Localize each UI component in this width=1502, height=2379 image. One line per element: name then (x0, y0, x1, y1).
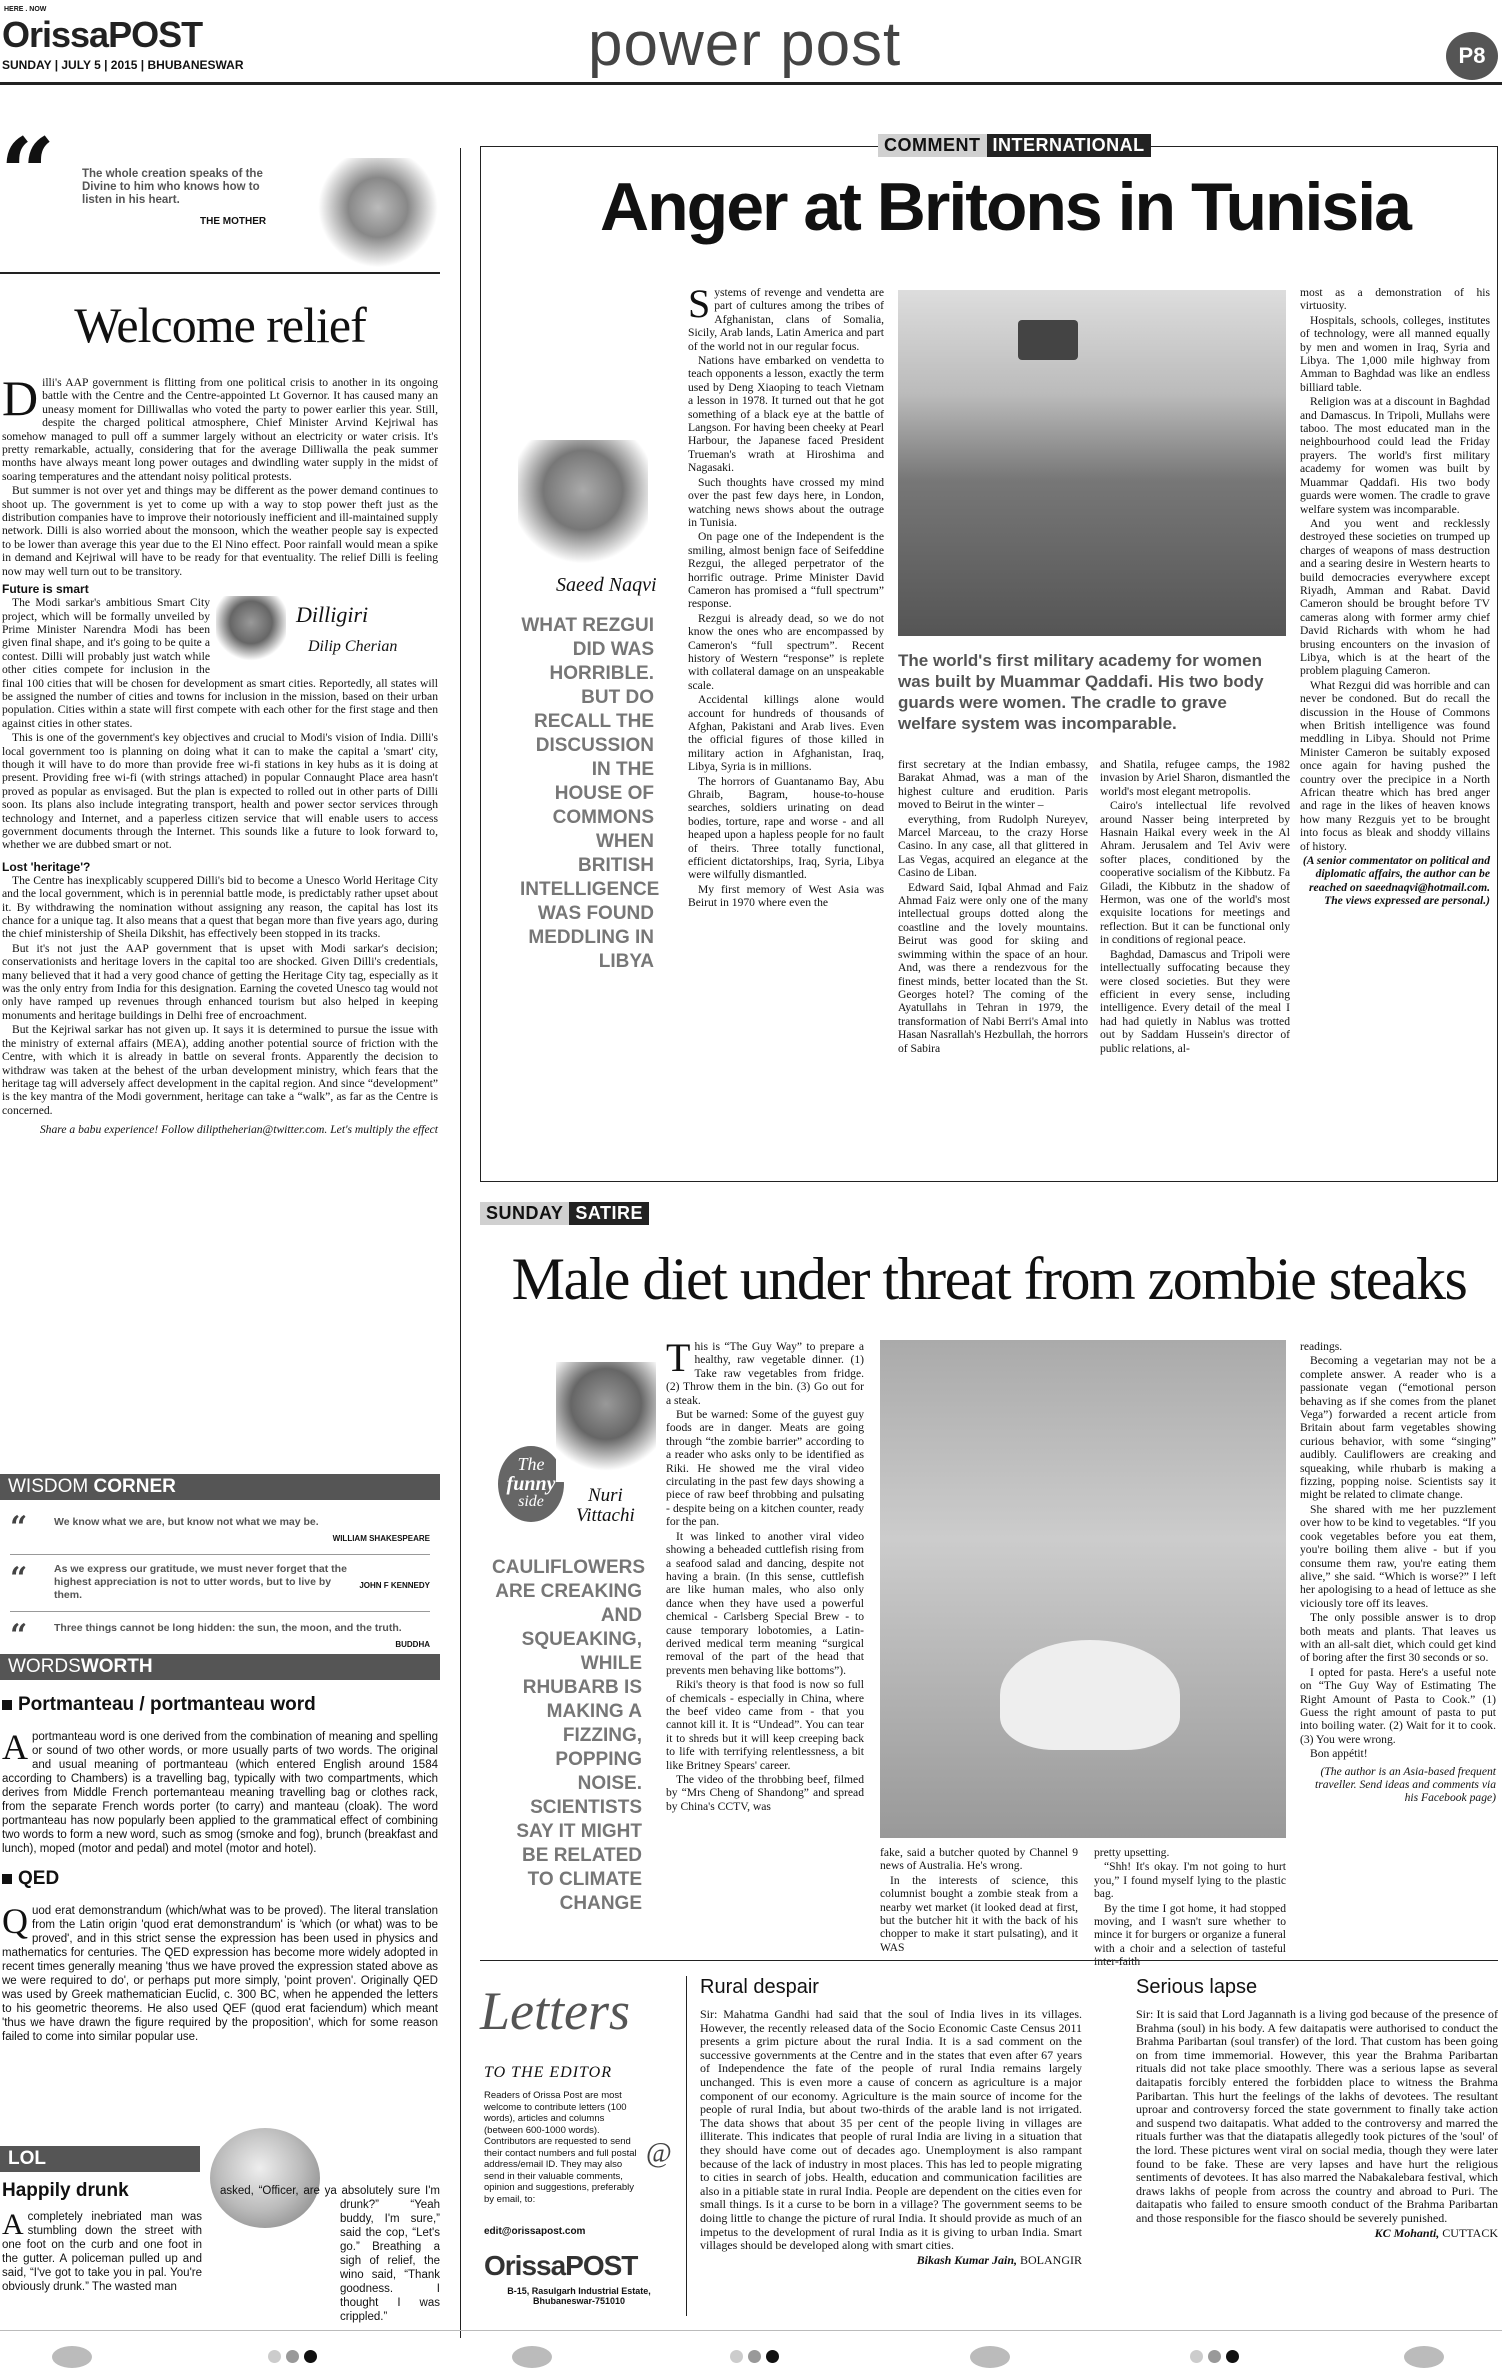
editorial-para: But summer is not over yet and things may be different as the power demand continues to shoot up. The government is yet to come up with a way to stop power theft just as the distribution companies have to improve their notoriously inefficient and ill-maintained supply network. Dilli is also worried about the monsoon, which the weather people say is expected to be lower than average this year due to the El Nino effect. Poor rainfall would mean a spike in demand and Kejriwal will have to be ready for that eventuality. The relief Dilli is feeling now may well turn out to be transitory. (2, 484, 438, 578)
satire-author: Nuri Vittachi (576, 1485, 635, 1526)
email-icon: @ (646, 2138, 672, 2169)
letters-logo: OrissaPOST (484, 2250, 638, 2281)
tunisia-pullquote: WHAT REZGUI DID WAS HORRIBLE. BUT DO RECALL THE DISCUSSION IN THE HOUSE OF COMMONS WHEN BRITISH INTELLIGENCE WAS FOUND MEDDLING IN LIBYA (520, 615, 660, 972)
mother-quote-author: THE MOTHER (200, 216, 267, 227)
registration-mark (52, 2346, 92, 2368)
editorial-signoff: Share a babu experience! Follow diliptheherian@twitter.com. Let's multiply the effect (39, 1123, 438, 1137)
lol-para: A completely inebriated man was stumbling down the street with one foot on the curb and one foot in the gutter. A policeman pulled up and said, “I've got to take you in pal. You're obviously drunk.” The wasted man (2, 2208, 202, 2293)
wordsworth-heading: QED (2, 1868, 438, 1890)
subhead-future-smart: Future is smart (2, 582, 89, 597)
quote-icon: “ (0, 117, 56, 230)
footer-marks (0, 2344, 1502, 2374)
editorial-para: But it's not just the AAP government that is upset with Modi sarkar's decision; conservationists and heritage lovers in the capital too are shocked. Given Dilli's credentials, many believed that it had a very good chance of getting the Heritage City tag, especially as it was the only entry from India for this designation. Earning the coveted Unesco tag would not only have ramped up revenues through enhanced tourism but also helped in keeping monuments and heritage buildings in Delhi free of encroachment. (2, 941, 438, 1022)
wordsworth-para: Quod erat demonstrandum (which/what was to be proved). The literal translation from the Latin origin 'quod erat demonstrandum' is 'which (or what) was to be proved', and in this strict sense the expression has been used in physics and mathematics for centuries. The QED expression has become more widely adopted in recent times generally meaning 'thus we have proved the expression stated above as we were required to do', or perhaps put more simply, 'point proven'. Originally QED was used by Greek mathematician Euclid, c. 300 BC, when he appended the letters to his geometric theorems. He also used QEF (quod erat faciendum) which meant 'thus we have drawn the figure required by the proposition', which for some reason failed to come into similar popular use. (2, 1901, 438, 2043)
letter-2-title: Serious lapse (1136, 1976, 1258, 1998)
letters-title: Letters (480, 1981, 631, 2041)
masthead-logo: OrissaPOST (2, 14, 203, 55)
columnist-box (216, 596, 438, 662)
letters-address: B-15, Rasulgarh Industrial Estate, Bhubaneswar-751010 (507, 2286, 651, 2306)
registration-dots (268, 2350, 322, 2368)
zombie-hand-burger-photo (880, 1340, 1286, 1838)
quote-icon: “ (10, 1561, 28, 1596)
mother-quote (0, 117, 440, 238)
wisdom-quote: “ Three things cannot be long hidden: the sun, the moon, and the truth. BUDDHA (10, 1618, 430, 1653)
letters-info: Readers of Orissa Post are most welcome to contribute letters (100 words), articles and columns (between 600-1000 words). Contributors are requested to send their contact numbers and full postal address/email ID. They may also send in their valuable comments, opinion and suggestions, preferably by email, to: (484, 2090, 637, 2205)
dilip-cherian-photo (216, 596, 286, 662)
registration-mark (512, 2346, 552, 2368)
saeed-naqvi-photo (518, 440, 648, 572)
tunisia-col-1: Systems of revenge and vendetta are part of cultures among the tribes of Afghanistan, clans of Somalia, Sicily, Arab lands, Latin America and part of the world not in our regular focus. Nations have embarked on vendetta to teach opponents a lesson, exactly the term used by Deng Xiaoping to teach Vietnam a lesson in 1978. It turned out that he got something of a black eye at the battle of Langson. For having been cheeky at Pearl Harbour, the Japanese faced President Trueman's wrath at Hiroshima and Nagasaki. Such thoughts have crossed my mind over the past few days here, in London, watching news shows about the outrage in Tunisia. On page one of the Independent is the smiling, almost benign face of Seifeddine Rezgui, the alleged perpetrator of the horrific outrage. Prime Minister David Cameron has promised a “full spectrum” response. Rezgui is already dead, so we do not know the ones who are encompassed by Cameron's “full spectrum”. Recent history of Western “response” is replete with collateral damage on an unspeakable scale. Accidental killings alone would account for hundreds of thousands of Afghan, Pakistani and Arab lives. Even the official figures of those killed in military action in Afghanistan, Iraq, Libya, Syria is in millions. The horrors of Guantanamo Bay, Abu Ghraib, Bagram, house-to-house searches, soldiers urinating on dead bodies, torture, rape and worse - and all heaped upon a hapless people for no fault of theirs. Three totally functional, efficient dictatorships, Iraq, Syria, Libya were wilfully dismantled. My first memory of West Asia was Beirut in 1970 where even the (688, 281, 884, 910)
editorial-para: Dilli's AAP government is flitting from one political crisis to another in its ongoing battle with the Centre and the Centre-appointed Lt Governor. It has caused many an uneasy moment for Dilliwallas who voted the party to power earlier this year. Still, despite the charged political atmosphere, Chief Minister Arvind Kejriwal has somehow managed to pull off a summer largely without an electricity or water crisis. It's pretty remarkable, actually, considering that for the average Dilliwalla the peak summer months have always meant long power outages and dwindling water supply in the midst of soaring temperatures and the attendant noisy political protests. (2, 370, 438, 483)
letter-2: Sir: It is said that Lord Jagannath is a living god because of the presence of Brahma (soul) in his body. A few daitapatis were authorised to conduct the Brahma Paribartan (soul transfer) of the lord. That custom has been going on from time immemorial. However, this year the Brahma Paribartan rituals did not take place smoothly. There was a serious lapse as several daitapatis forcibly entered the forbidden place to witness the Brahma Paribartan. This hurt the feelings of the lakhs of devotees. The resultant uproar and controversy forced the state government to finally take action and suspend two daitapatis. What added to the controversy and marred the rituals further was that the diatapatis allegedly took pictures of the 'soul' of the lord. These pictures went viral on social media, though they were later found to be fake. These are very lapses and have hurt the religious sentiments of devotees. It has also marred the Nabakalebara festival, which draws lakhs of people from across the country and abroad to Puri. The daitapatis who failed to ensure smooth conduct of the Brahma Paribartan and those responsible for the fiasco should be severely punished. KC Mohanti, CUTTACK (1136, 2007, 1498, 2240)
section-title: power post (588, 10, 902, 79)
letter-1-sign: Bikash Kumar Jain, BOLANGIR (916, 2252, 1082, 2267)
editorial-body (2, 370, 438, 1138)
quote-icon: “ (10, 1510, 28, 1545)
page-number-badge: P8 (1446, 32, 1498, 80)
lol-body-b (220, 2184, 440, 2324)
editorial-para: This is one of the government's key objectives and crucial to Modi's vision of India. Dilli's local government too is planning on doing what it can to make the capital a 'smart' city, though it will have to do more than provide free wi-fi stations in key hubs as it is doing at present. Providing free wi-fi (with strings attached) in popular Connaught Place area hasn't proved as popular as envisaged. But the plan is expected to rolled out in other parts of Dilli soon. Its plans also include integrating transport, health and power sector services through technology and Internet, and a paperless citizen service that will enable users to access government documents through the Internet. This sounds like a future to look forward to, whether we are dubbed smart or not. (2, 731, 438, 852)
satire-pullquote: CAULIFLOWERS ARE CREAKING AND SQUEAKING, WHILE RHUBARB IS MAKING A FIZZING, POPPING NOISE. SCIENTISTS SAY IT MIGHT BE RELATED TO CLIMATE CHANGE (492, 1557, 646, 1914)
letters-email: edit@orissapost.com (484, 2226, 586, 2237)
lol-heading: Happily drunk (2, 2180, 129, 2201)
editorial-para: The Modi sarkar's ambitious Smart City project, which will be formally unveiled by Prime Minister Narendra Modi has been given final shape, and it's going to be quite a contest. Dilli will probably just watch while other cities compete for inclusion in the final 100 cities that will be chosen for development as smart cities. Reportedly, all states will be assigned the number of cities and towns for inclusion in the mission, based on their urban population. Cities within a state will first compete with each other for the first stage and then against cities in other states. (2, 596, 438, 730)
logo-tag: HERE . NOW (4, 6, 47, 13)
satire-col-4: readings. Becoming a vegetarian may not be a complete answer. A reader who is a passionate vegan (“emotional person behaving as if she comes from the planet Vega”) forwarded a recent article from Britain about farm vegetables showing curious behavior, with some “singing” audibly. Cauliflowers are creaking and squeaking, while rhubarb is making a fizzing, popping noise. Scientists say it might be related to climate change. She shared with me her puzzlement over how to be kind to vegetables. “If you cook vegetables before you eat them, you're boiling them alive - but if you consume them raw, you're eating them alive,” she said. “Which is worse?” I left her apologising to a head of lettuce as she viciously tore off its leaves. The only possible answer is to drop both meats and plants. That leaves us with an all-salt diet, which could get kind of boring after the first 30 seconds or so. I opted for pasta. Here's a useful note on “The Guy Way of Estimating The Right Amount of Pasta to Cook.” (1) Guess the right amount of pasta to put into boiling water. (2) Wait for it to cook. (3) You were wrong. Bon appétit! (The author is an Asia-based frequent traveller. Send ideas and comments via his Facebook page) (1300, 1340, 1496, 1805)
editorial-para: But the Kejriwal sarkar has not given up. It says it is determined to pursue the issue with the ministry of external affairs (MEA), adding another potential source of friction with the Centre, with which it is already in battle on several fronts. Apparently the decision to withdraw was taken at the behest of the urban development ministry, which fears that the heritage tag will adversely affect development in the capital region. And since “development” is the key mantra of the Modi government, heritage can take a “walk”, as far as the Centre is concerned. (2, 1023, 438, 1117)
registration-dots (730, 2350, 784, 2368)
subhead-lost-heritage: Lost 'heritage'? (2, 859, 91, 874)
satire-headline: Male diet under threat from zombie steaks (511, 1246, 1467, 1312)
satire-col-2: fake, said a butcher quoted by Channel 9 news of Australia. He's wrong. In the interests of science, this columnist bought a zombie steak from a nearby wet market (it looked dead at first, but the butcher hit it with the back of his chopper to make it start pulsating), and it WAS (880, 1846, 1078, 1954)
funny-side-badge: The funny side (498, 1446, 564, 1522)
letters-subtitle: TO THE EDITOR (484, 2064, 612, 2081)
letters-box (480, 1980, 680, 2320)
tunisia-photo-caption: The world's first military academy for women was built by Muammar Qaddafi. His two body guards were women. The cradle to grave welfare system was incomparable. (898, 651, 1264, 733)
burger-icon (1000, 1640, 1180, 1750)
letter-2-sign: KC Mohanti, CUTTACK (1374, 2225, 1498, 2240)
tunisia-col-2: first secretary at the Indian embassy, Barakat Ahmad, was a man of the highest culture and erudition. Paris moved to Beirut in the winter – everything, from Rudolph Nureyev, Marcel Marceau, to the crazy Horse Casino. In any case, all that glittered in Las Vegas, acquired an elegance at the Casino de Liban. Edward Said, Iqbal Ahmad and Faiz Ahmad Faiz were only one of the many intellectual groups dotted along the coastline and the lovely mountains. Beirut was good for skiing and swimming within the space of an hour. And, was there a rendezvous for the finest minds, better located than the St. Georges hotel? The coming of the Ayatullahs in Tehran in 1979, the transformation of Nabi Berri's Amal into Hasan Nasrallah's Hezbullah, the horrors of Sabira (898, 758, 1088, 1055)
tunisia-headline: Anger at Britons in Tunisia (600, 169, 1410, 245)
tunisia-tag: COMMENT INTERNATIONAL (878, 134, 1151, 157)
masthead (0, 0, 1502, 78)
registration-mark (970, 2346, 1010, 2368)
tunisia-col-3: and Shatila, refugee camps, the 1982 invasion by Ariel Sharon, dismantled the world's most elegant metropolis. Cairo's intellectual life revolved around Nasser being interpreted by Hasnain Haikal every week in the Al Ahram. Jerusalem and Tel Aviv were softer places, conditioned by the cooperative socialism of the Kibbutz. Fa Giladi, the Kibbutz in the shadow of Hermon, was one of the world's most exquisite locations for meetings and reflection. But it can be functional only in conditions of regional peace. Baghdad, Damascus and Tripoli were intellectually suffocating because they were closed societies. But they were efficient in every sense, including intelligence. Every detail of the meal I had had quietly in Nablus was trotted out by Saddam Hussein's director of public relations, al- (1100, 758, 1290, 1055)
satire-tag: SUNDAY SATIRE (480, 1202, 649, 1225)
mother-quote-text: The whole creation speaks of the Divine to him who knows how to listen in his heart. (82, 168, 263, 206)
wordsworth-para: A portmanteau word is one derived from the combination of meaning and spelling or sound of two other words, or more usually parts of two words. The original and usual meaning of portmanteau (which entered English around 1584 according to Chambers) is a travelling bag, typically with two compartments, which derives from Middle French portemanteau meaning travelling bag or clothes rack, from the separate French words porter (to carry) and manteau (cloak). The word portmanteau has now popularly been applied to the grammatical effect of combining two words to form a new word, such as smog (smoke and fog), brunch (breakfast and lunch), moped (motor and pedal) and motel (motor and hotel). (2, 1727, 438, 1855)
lol-header: LOL (0, 2146, 200, 2172)
tunisia-col-4: most as a demonstration of his virtuosity. Hospitals, schools, colleges, institutes of technology, were all manned equally by men and women in Iraq, Syria and Libya. The 1,000 mile highway from Amman to Baghdad was like an endless billiard table. Religion was at a discount in Baghdad and Damascus. In Tripoli, Mullahs were taboo. The most educated man in the neighbourhood could lead the Friday prayers. The world's first military academy for women was built by Muammar Qaddafi. His two body guards were women. The cradle to grave welfare system was incomparable. And you went and recklessly destroyed these societies on trumped up charges of weapons of mass destruction and a searing desire in Western hearts to build democracies everywhere except Riyadh, Amman and Rabat. David Cameron should be brought before TV cameras along with former army chief David Richards with whom he had brusing encounters on the invasion of Libya, which is at the heart of the problem plaguing Cameron. What Rezgui did was horrible and can never be condoned. But do recall the discussion in the House of Commons when British intelligence was found meddling in Libya. Should not Prime Minister Cameron be suitably exposed once again for having pushed the country over the precipice in a North African theatre which has bred anger and rage in the likes of heaven knows how many Rezguis yet to be brought into focus as bleak and shoddy villains of history. (A senior commentator on political and diplomatic affairs, the author can be reached on saeednaqvi@hotmail.com. The views expressed are personal.) (1300, 286, 1490, 908)
tunisia-bio: (A senior commentator on political and diplomatic affairs, the author can be reached on saeednaqvi@hotmail.com. The views expressed are personal.) (1302, 854, 1490, 908)
wisdom-corner-header: WISDOM CORNER (0, 1474, 440, 1500)
editorial-title: Welcome relief (74, 297, 366, 353)
flag-icon (1018, 320, 1078, 360)
quote-icon: “ (10, 1618, 28, 1653)
wisdom-quote: “ As we express our gratitude, we must never forget that the highest appreciation is not to utter words, but to live by them. JOHN F KENNEDY (10, 1561, 430, 1601)
letter-1-title: Rural despair (700, 1976, 819, 1998)
tunisia-author: Saeed Naqvi (556, 574, 657, 596)
dateline: SUNDAY | JULY 5 | 2015 | BHUBANESWAR (2, 58, 244, 72)
mother-portrait (318, 158, 438, 268)
column-author: Dilip Cherian (308, 638, 398, 656)
wordsworth-header: WORDSWORTH (0, 1654, 440, 1680)
letter-1: Sir: Mahatma Gandhi had said that the soul of India lives in its villages. However, the recently released data of the Socio Economic Caste Census 2011 presents a grim picture about the rural India. It is a sad comment on the successive governments at the Centre and in the states that even after 67 years of Independence the fate of the people of rural India remains largely unchanged. This is even more a cause of concern as agriculture is a major component of our economy. Agriculture is the main source of income for the people of rural India, but about two-thirds of the arable land is not irrigated. The data shows that about 35 per cent of the people living in villages are illiterate. This indicates that people of rural India are living in a situation that they should have come out of decades ago. Unemployment is also rampant because of the lack of industry in most places. This has led to people migrating to cities in search of jobs. Health, education and communication facilities are also in a pitiable state in rural India. People are dependent on the cities even for small things. Is it a curse to be born in a village? The government seems to be doing little to change the picture of rural India. It should provide as much of an impetus to the development of rural India as it is giving to urban India. Smart villages should be developed along with smart cities. Bikash Kumar Jain, BOLANGIR (700, 2007, 1082, 2267)
lol-para: asked, “Officer, are ya absolutely sure I'm drunk?” “Yeah buddy, I'm sure,” said the cop, “Let's go.” Breathing a sigh of relief, the wino said, “Thank goodness. I thought I was crippled.” (220, 2185, 440, 2323)
satire-bio: (The author is an Asia-based frequent traveller. Send ideas and comments via his Facebook page) (1315, 1764, 1496, 1805)
wisdom-quotes (10, 1512, 430, 1660)
wordsworth-heading: Portmanteau / portmanteau word (2, 1694, 438, 1716)
wisdom-quote: “ We know what we are, but know not what we may be. WILLIAM SHAKESPEARE (10, 1510, 430, 1545)
registration-mark (1404, 2346, 1444, 2368)
registration-dots (1190, 2350, 1244, 2368)
nuri-vittachi-photo (556, 1362, 656, 1482)
column-name: Dilligiri (296, 602, 369, 628)
satire-col-3: pretty upsetting. “Shh! It's okay. I'm not going to hurt you,” I found myself lying to the plastic bag. By the time I got home, it had stopped moving, and I wasn't sure whether to mince it for burgers or organize a funeral with a choir and a selection of tasteful inter-faith (1094, 1846, 1286, 1969)
lol-body (2, 2210, 202, 2294)
wordsworth-body (2, 1694, 438, 2044)
satire-col-1: This is “The Guy Way” to prepare a healthy, raw vegetable dinner. (1) Take raw vegetables from fridge. (2) Throw them in the bin. (3) Go out for a steak. But be warned: Some of the guyest guy foods are in danger. Meats are going through “the zombie barrier” according to a reader who asks only to be identified as Riki. He showed me the viral video circulating in the past few days showing a piece of raw beef throbbing and pulsating - despite being on a kitchen counter, ready for the pan. It was linked to another viral video showing a beheaded cuttlefish rising from a seafood salad and dancing, despite not having a brain. (In this sense, cuttlefish are like human males, who also only dance when they have used a powerful chemical - Carlsberg Special Brew - to cause temporary lobotomies, a Latin-derived medical term meaning “surgical removal of the part of the head that prevents men behaving like bottoms”). Riki's theory is that food is now so full of chemicals - especially in China, where the beef video came from - that you cannot kill it. It is “Undead”. You can tear it to shreds but it will keep creeping back to life with terrifying relentlessness, a bit like Britney Spears' career. The video of the throbbing beef, filmed by “Mrs Cheng of Shandong” and spread by China's CCTV, was (666, 1335, 864, 1813)
editorial-para: The Centre has inexplicably scuppered Dilli's bid to become a Unesco World Heritage City and the local government, which is in perennial battle mode, is predictably rather upset about it. By withdrawing the nomination without assigning any reason, the capital has lost its chance for a unique tag. It also means that a quest that began more than five years ago, during the chief ministership of Sheila Dikshit, has effectively been stopped in its tracks. (2, 873, 438, 941)
tunisia-beach-photo (898, 290, 1286, 636)
